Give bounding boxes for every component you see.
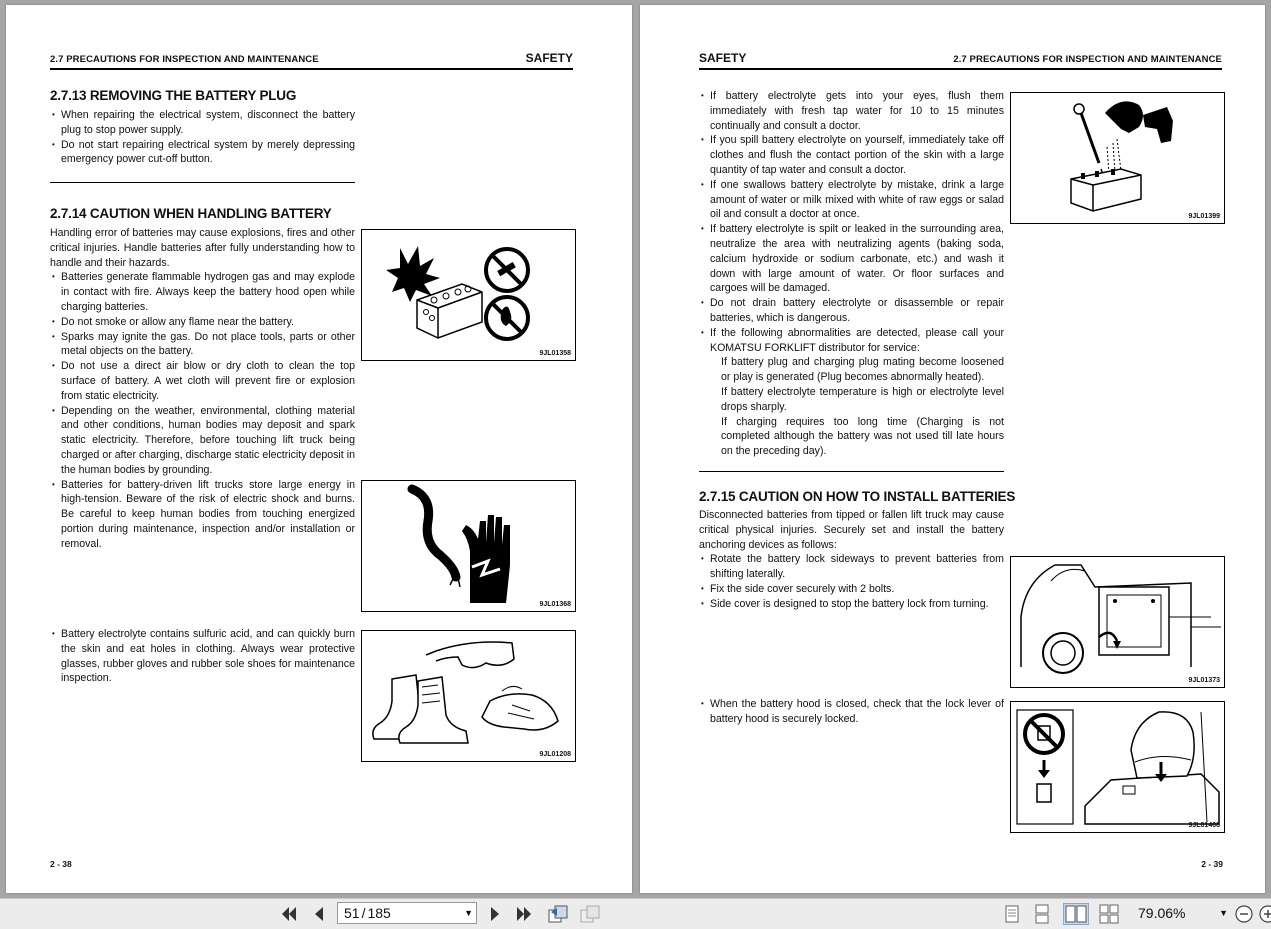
continuous-two-page-icon [1098,904,1120,924]
list-item: • If battery electrolyte gets into your eyes, flush them immediately with fresh tap water for 10 to 15 minutes continually and consult a doctor. [699,89,1004,133]
list-item: • If one swallows battery electrolyte by mistake, drink a large amount of water or milk mixed with white of raw eggs or salad oil and consult a doctor at once. [699,178,1004,222]
list-item: • Batteries generate flammable hydrogen gas and may explode in contact with fire. Always keep the battery hood open while charging batteries. [50,270,355,314]
list-item: • If you spill battery electrolyte on yourself, immediately take off clothes and flush the contact portion of the skin with a large quantity of tap water and consult a doctor. [699,133,1004,177]
protective-gear-figure [361,630,576,762]
next-view-icon [579,904,601,924]
page-header [699,48,1222,70]
section-title-2-7-15: 2.7.15 CAUTION ON HOW TO INSTALL BATTERIES [699,489,1016,504]
list-item: • Side cover is designed to stop the battery lock from turning. [699,597,1004,612]
zoom-select[interactable] [1138,902,1230,924]
next-view-button[interactable] [579,904,601,924]
last-page-icon [514,904,534,924]
battery-hood-note [699,697,1004,727]
list-item: • If battery electrolyte is spilt or leaked in the surrounding area, neutralize the area with neutralizing agents (baking soda, calcium hydroxide or sodium carbonate, etc.) and wash it down with large amount of water. Or floor surfaces and cargoes will be damaged. [699,222,1004,296]
section-2-7-13-body [50,108,355,167]
zoom-in-icon [1258,904,1271,924]
list-item: • Do not start repairing electrical system by merely depressing emergency power cut-off button. [50,138,355,168]
list-item: • Battery electrolyte contains sulfuric acid, and can quickly burn the skin and eat holes in clothing. Always wear protective glasses, rubber gloves and rubber sole shoes for maintenance inspection. [50,627,355,686]
next-page-button[interactable] [485,904,505,924]
header-section-title: 2.7 PRECAUTIONS FOR INSPECTION AND MAINTENANCE [953,54,1222,65]
previous-view-button[interactable] [547,904,569,924]
abnormality-item: If battery plug and charging plug mating become loosened or play is generated (Plug becomes abnormally heated). [721,356,1004,384]
protective-gear-illustration [362,631,575,761]
header-chapter-title: SAFETY [525,51,573,65]
next-page-icon [485,904,505,924]
figure-code: 9JL01208 [539,751,571,758]
first-page-button[interactable] [279,904,299,924]
two-page-icon [1064,904,1088,924]
section-divider [50,182,355,183]
continuous-facing-view-button[interactable] [1098,904,1120,924]
battery-lock-figure [1010,556,1225,688]
list-item: • Do not smoke or allow any flame near the battery. [50,315,355,330]
list-item: • When repairing the electrical system, disconnect the battery plug to stop power supply. [50,108,355,138]
header-chapter-title: SAFETY [699,51,747,65]
section-intro: Handling error of batteries may cause explosions, fires and other critical injuries. Handle batteries after fully understanding how to handle and their hazards. [50,227,355,269]
zoom-level: 79.06% [1138,905,1186,921]
total-pages-value: 185 [367,905,391,921]
page-number: 2 - 39 [1201,859,1223,869]
abnormality-item: If charging requires too long time (Charging is not completed although the battery was not used till late hours on the preceding day). [721,415,1004,458]
electric-shock-illustration [362,481,575,611]
page-number: 2 - 38 [50,859,72,869]
electrolyte-splash-illustration [1011,93,1224,223]
battery-explosion-illustration [362,230,575,360]
chevron-down-icon[interactable]: ▼ [464,908,473,918]
continuous-page-icon [1033,904,1051,924]
page-separator: / [361,905,366,921]
figure-code: 9JL01358 [539,350,571,357]
list-item: • Fix the side cover securely with 2 bolts. [699,582,1004,597]
previous-page-button[interactable] [309,904,329,924]
section-intro: Disconnected batteries from tipped or fallen lift truck may cause critical physical injuries. Securely set and install the battery anchoring devices as follows: [699,509,1004,551]
list-item: • Sparks may ignite the gas. Do not place tools, parts or other metal objects on the battery. [50,330,355,360]
last-page-button[interactable] [514,904,534,924]
previous-view-icon [547,904,569,924]
list-item: • When the battery hood is closed, check that the lock lever of battery hood is securely locked. [699,697,1004,727]
zoom-out-button[interactable] [1234,904,1254,924]
electrolyte-warning [50,627,355,686]
single-page-icon [1003,904,1021,924]
section-2-7-14-body [50,226,355,552]
battery-explosion-figure [361,229,576,361]
battery-hood-lock-illustration [1011,702,1224,832]
current-page-value: 51 [344,905,360,921]
page-number-input[interactable] [337,902,477,924]
single-page-view-button[interactable] [1003,904,1021,924]
list-item: • If the following abnormalities are detected, please call your KOMATSU FORKLIFT distributor for service: [699,326,1004,356]
right-page [640,5,1265,893]
continuous-view-button[interactable] [1033,904,1051,924]
battery-hood-lock-figure [1010,701,1225,833]
figure-code: 9JL01368 [539,601,571,608]
chevron-down-icon[interactable]: ▼ [1219,908,1228,918]
list-item: • Do not use a direct air blow or dry cloth to clean the top surface of battery. A wet cloth will prevent fire or explosion from static electricity. [50,359,355,403]
section-title-2-7-14: 2.7.14 CAUTION WHEN HANDLING BATTERY [50,206,332,221]
first-page-icon [279,904,299,924]
electrolyte-first-aid-list [699,89,1004,459]
left-page [6,5,632,893]
figure-code: 9JL01373 [1188,677,1220,684]
figure-code: 9JL01399 [1188,213,1220,220]
section-divider [699,471,1004,472]
zoom-out-icon [1234,904,1254,924]
previous-page-icon [309,904,329,924]
header-section-title: 2.7 PRECAUTIONS FOR INSPECTION AND MAINTENANCE [50,54,319,65]
section-2-7-15-body [699,508,1004,612]
list-item: • Depending on the weather, environmental, clothing material and other conditions, human bodies may deposit and spark static electricity. Therefore, before touching lift truck being charged or after charging, discharge static electricity deposit in the human bodies by grounding. [50,404,355,478]
zoom-in-button[interactable] [1258,904,1271,924]
figure-code: 9JL01408 [1188,822,1220,829]
electrolyte-splash-figure [1010,92,1225,224]
battery-lock-illustration [1011,557,1224,687]
page-header [50,48,573,70]
list-item: • Rotate the battery lock sideways to prevent batteries from shifting laterally. [699,552,1004,582]
abnormality-item: If battery electrolyte temperature is high or electrolyte level drops sharply. [721,385,1004,413]
facing-view-button[interactable] [1063,903,1089,925]
section-title-2-7-13: 2.7.13 REMOVING THE BATTERY PLUG [50,88,297,103]
viewer-toolbar [0,898,1271,929]
list-item: • Do not drain battery electrolyte or disassemble or repair batteries, which is dangerous. [699,296,1004,326]
list-item: • Batteries for battery-driven lift trucks store large energy in high-tension. Beware of the risk of electric shock and burns. Be careful to keep human bodies from touching energized portion during maintenance, inspection and/or installation or removal. [50,478,355,552]
electric-shock-figure [361,480,576,612]
